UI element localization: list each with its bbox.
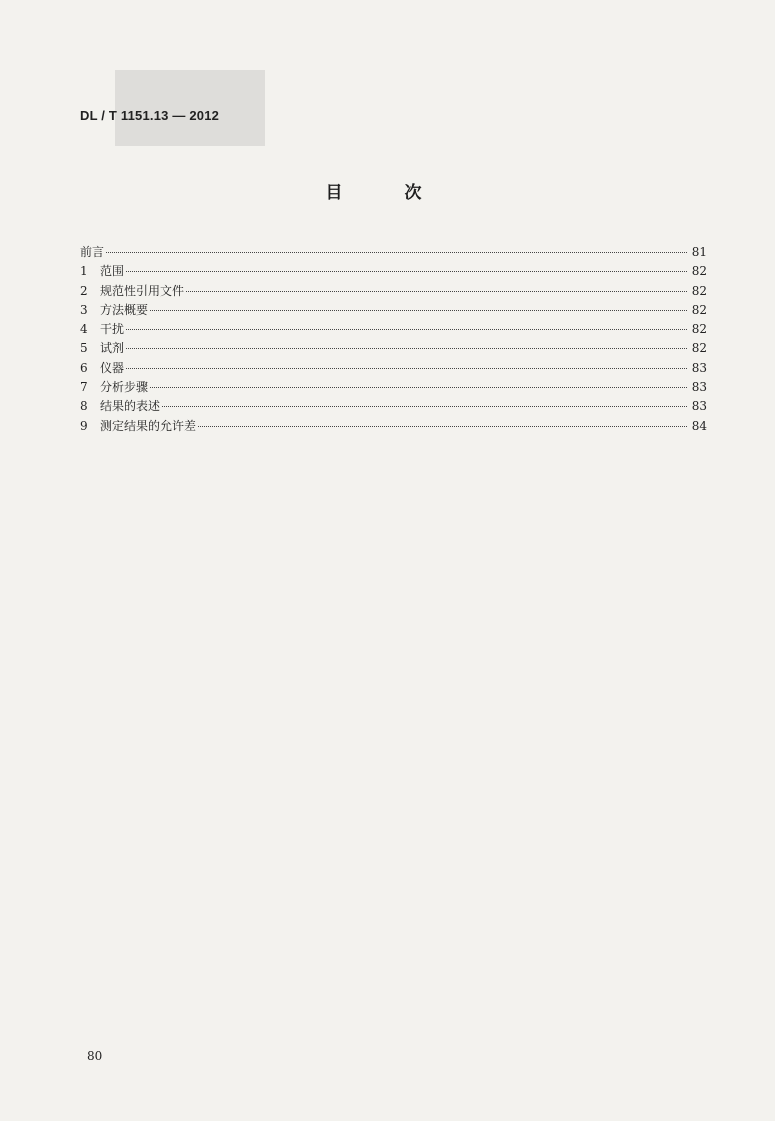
toc-entry-page: 83	[691, 380, 707, 395]
toc-title: 目 次	[325, 183, 450, 203]
toc-entry-label: 分析步骤	[100, 380, 149, 395]
toc-entry-label: 结果的表述	[100, 399, 161, 414]
toc-entry-label: 范围	[100, 264, 125, 279]
standard-code: DL / T 1151.13 — 2012	[80, 108, 220, 123]
toc-entry-page: 84	[691, 418, 707, 433]
toc-entry-label: 干扰	[100, 322, 125, 337]
toc-entry[interactable]	[80, 359, 707, 378]
toc-leader-dots	[150, 309, 687, 311]
toc-entry-label: 方法概要	[100, 302, 149, 317]
toc-entry-label: 规范性引用文件	[100, 283, 185, 298]
toc-leader-dots	[150, 386, 687, 388]
toc-entry[interactable]	[80, 397, 707, 416]
toc-entry-label: 测定结果的允许差	[100, 418, 197, 433]
toc-leader-dots	[126, 328, 687, 330]
toc-entry[interactable]	[80, 262, 707, 281]
toc-entry[interactable]	[80, 417, 707, 436]
toc-leader-dots	[186, 290, 687, 292]
toc-entry-label: 仪器	[100, 360, 125, 375]
toc-leader-dots	[162, 405, 687, 407]
toc-entry[interactable]	[80, 378, 707, 397]
toc-entry-number: 1	[80, 264, 88, 279]
toc-entry[interactable]	[80, 243, 707, 262]
toc-entry-number: 5	[80, 341, 88, 356]
toc-entry-number: 3	[80, 302, 88, 317]
toc-entry-number: 6	[80, 360, 88, 375]
toc-entry-page: 82	[691, 302, 707, 317]
toc-leader-dots	[106, 251, 687, 253]
toc-entry-number: 2	[80, 283, 88, 298]
toc-entry-page: 82	[691, 341, 707, 356]
toc-entry-label: 前言	[80, 245, 105, 259]
toc-entry[interactable]	[80, 282, 707, 301]
toc-leader-dots	[126, 270, 687, 272]
toc-leader-dots	[126, 367, 687, 369]
toc-entry-page: 82	[691, 283, 707, 298]
toc-entry[interactable]	[80, 301, 707, 320]
table-of-contents	[80, 243, 707, 436]
toc-leader-dots	[126, 347, 687, 349]
toc-entry-number: 7	[80, 380, 88, 395]
toc-entry-page: 82	[691, 264, 707, 279]
toc-entry-number: 8	[80, 399, 88, 414]
toc-entry-page: 83	[691, 360, 707, 375]
toc-entry[interactable]	[80, 320, 707, 339]
toc-leader-dots	[198, 425, 687, 427]
page-number: 80	[87, 1049, 103, 1063]
toc-entry-number: 4	[80, 322, 88, 337]
toc-entry-label: 试剂	[100, 341, 125, 356]
toc-entry-page: 81	[691, 245, 707, 259]
toc-entry-page: 83	[691, 399, 707, 414]
toc-entry-number: 9	[80, 418, 88, 433]
toc-entry[interactable]	[80, 339, 707, 358]
toc-entry-page: 82	[691, 322, 707, 337]
